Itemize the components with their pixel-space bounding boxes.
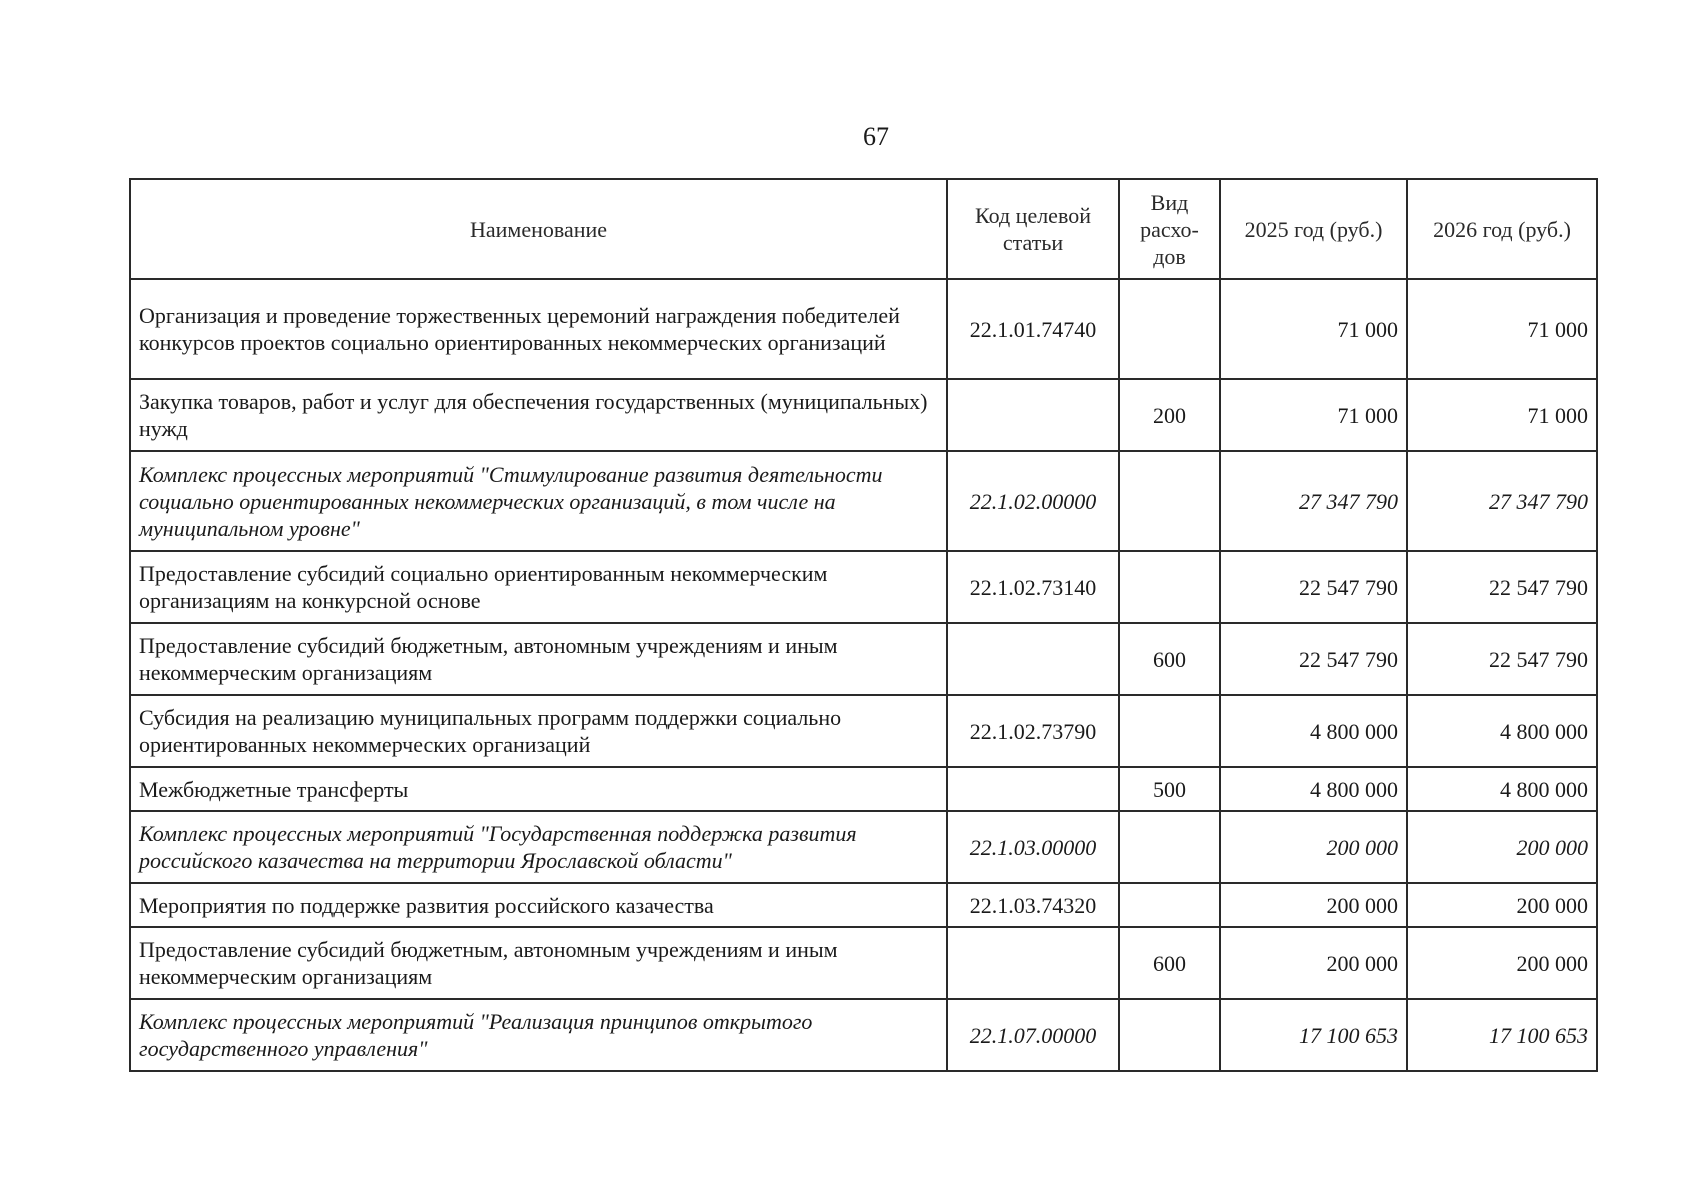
- cell-2026: 22 547 790: [1407, 623, 1597, 695]
- table-row: [130, 999, 1597, 1071]
- cell-name: Комплекс процессных мероприятий "Реализация принципов открытого государственного управления": [130, 999, 947, 1071]
- table-body: [130, 279, 1597, 1071]
- cell-2025: 22 547 790: [1220, 551, 1407, 623]
- cell-kind: [1119, 999, 1220, 1071]
- cell-code: 22.1.01.74740: [947, 279, 1119, 379]
- cell-kind: 600: [1119, 623, 1220, 695]
- cell-2025: 4 800 000: [1220, 695, 1407, 767]
- table-row: [130, 551, 1597, 623]
- cell-2026: 4 800 000: [1407, 767, 1597, 811]
- cell-2026: 200 000: [1407, 927, 1597, 999]
- cell-code: [947, 927, 1119, 999]
- cell-2025: 22 547 790: [1220, 623, 1407, 695]
- table-row: [130, 811, 1597, 883]
- table-row: [130, 767, 1597, 811]
- cell-name: Закупка товаров, работ и услуг для обеспечения государственных (муниципальных) нужд: [130, 379, 947, 451]
- header-2025: 2025 год (руб.): [1220, 179, 1407, 279]
- table-header: [130, 179, 1597, 279]
- table-row: [130, 695, 1597, 767]
- cell-code: 22.1.07.00000: [947, 999, 1119, 1071]
- cell-2026: 4 800 000: [1407, 695, 1597, 767]
- cell-kind: [1119, 811, 1220, 883]
- cell-code: 22.1.02.73140: [947, 551, 1119, 623]
- cell-2025: 200 000: [1220, 883, 1407, 927]
- cell-code: 22.1.03.00000: [947, 811, 1119, 883]
- cell-kind: 200: [1119, 379, 1220, 451]
- cell-2025: 200 000: [1220, 811, 1407, 883]
- cell-kind: [1119, 695, 1220, 767]
- cell-code: 22.1.02.73790: [947, 695, 1119, 767]
- cell-code: [947, 767, 1119, 811]
- cell-name: Межбюджетные трансферты: [130, 767, 947, 811]
- cell-2025: 71 000: [1220, 279, 1407, 379]
- table-row: [130, 927, 1597, 999]
- cell-name: Комплекс процессных мероприятий "Стимулирование развития деятельности социально ориентированных некоммерческих организаций, в том числе на муниципальном уровне": [130, 451, 947, 551]
- cell-name: Предоставление субсидий бюджетным, автономным учреждениям и иным некоммерческим организациям: [130, 623, 947, 695]
- cell-name: Предоставление субсидий социально ориентированным некоммерческим организациям на конкурсной основе: [130, 551, 947, 623]
- cell-2025: 27 347 790: [1220, 451, 1407, 551]
- cell-2026: 71 000: [1407, 379, 1597, 451]
- cell-name: Субсидия на реализацию муниципальных программ поддержки социально ориентированных некоммерческих организаций: [130, 695, 947, 767]
- budget-table: [129, 178, 1598, 1072]
- cell-2026: 22 547 790: [1407, 551, 1597, 623]
- cell-2026: 27 347 790: [1407, 451, 1597, 551]
- header-code: Код целевой статьи: [947, 179, 1119, 279]
- header-kind: Вид расхо-дов: [1119, 179, 1220, 279]
- cell-name: Предоставление субсидий бюджетным, автономным учреждениям и иным некоммерческим организациям: [130, 927, 947, 999]
- table-row: [130, 379, 1597, 451]
- cell-code: [947, 623, 1119, 695]
- header-name: Наименование: [130, 179, 947, 279]
- cell-2026: 71 000: [1407, 279, 1597, 379]
- cell-2025: 200 000: [1220, 927, 1407, 999]
- cell-code: [947, 379, 1119, 451]
- cell-2026: 200 000: [1407, 811, 1597, 883]
- table-row: [130, 883, 1597, 927]
- table-row: [130, 451, 1597, 551]
- header-2026: 2026 год (руб.): [1407, 179, 1597, 279]
- cell-2025: 71 000: [1220, 379, 1407, 451]
- cell-kind: [1119, 279, 1220, 379]
- cell-kind: 500: [1119, 767, 1220, 811]
- cell-code: 22.1.02.00000: [947, 451, 1119, 551]
- cell-code: 22.1.03.74320: [947, 883, 1119, 927]
- cell-2026: 17 100 653: [1407, 999, 1597, 1071]
- cell-name: Организация и проведение торжественных церемоний награждения победителей конкурсов проектов социально ориентированных некоммерческих организаций: [130, 279, 947, 379]
- cell-kind: [1119, 551, 1220, 623]
- table-row: [130, 623, 1597, 695]
- cell-name: Мероприятия по поддержке развития российского казачества: [130, 883, 947, 927]
- cell-2026: 200 000: [1407, 883, 1597, 927]
- cell-kind: 600: [1119, 927, 1220, 999]
- page-number: 67: [863, 122, 889, 151]
- cell-kind: [1119, 883, 1220, 927]
- cell-name: Комплекс процессных мероприятий "Государственная поддержка развития российского казачества на территории Ярославской области": [130, 811, 947, 883]
- cell-2025: 17 100 653: [1220, 999, 1407, 1071]
- cell-2025: 4 800 000: [1220, 767, 1407, 811]
- cell-kind: [1119, 451, 1220, 551]
- table-row: [130, 279, 1597, 379]
